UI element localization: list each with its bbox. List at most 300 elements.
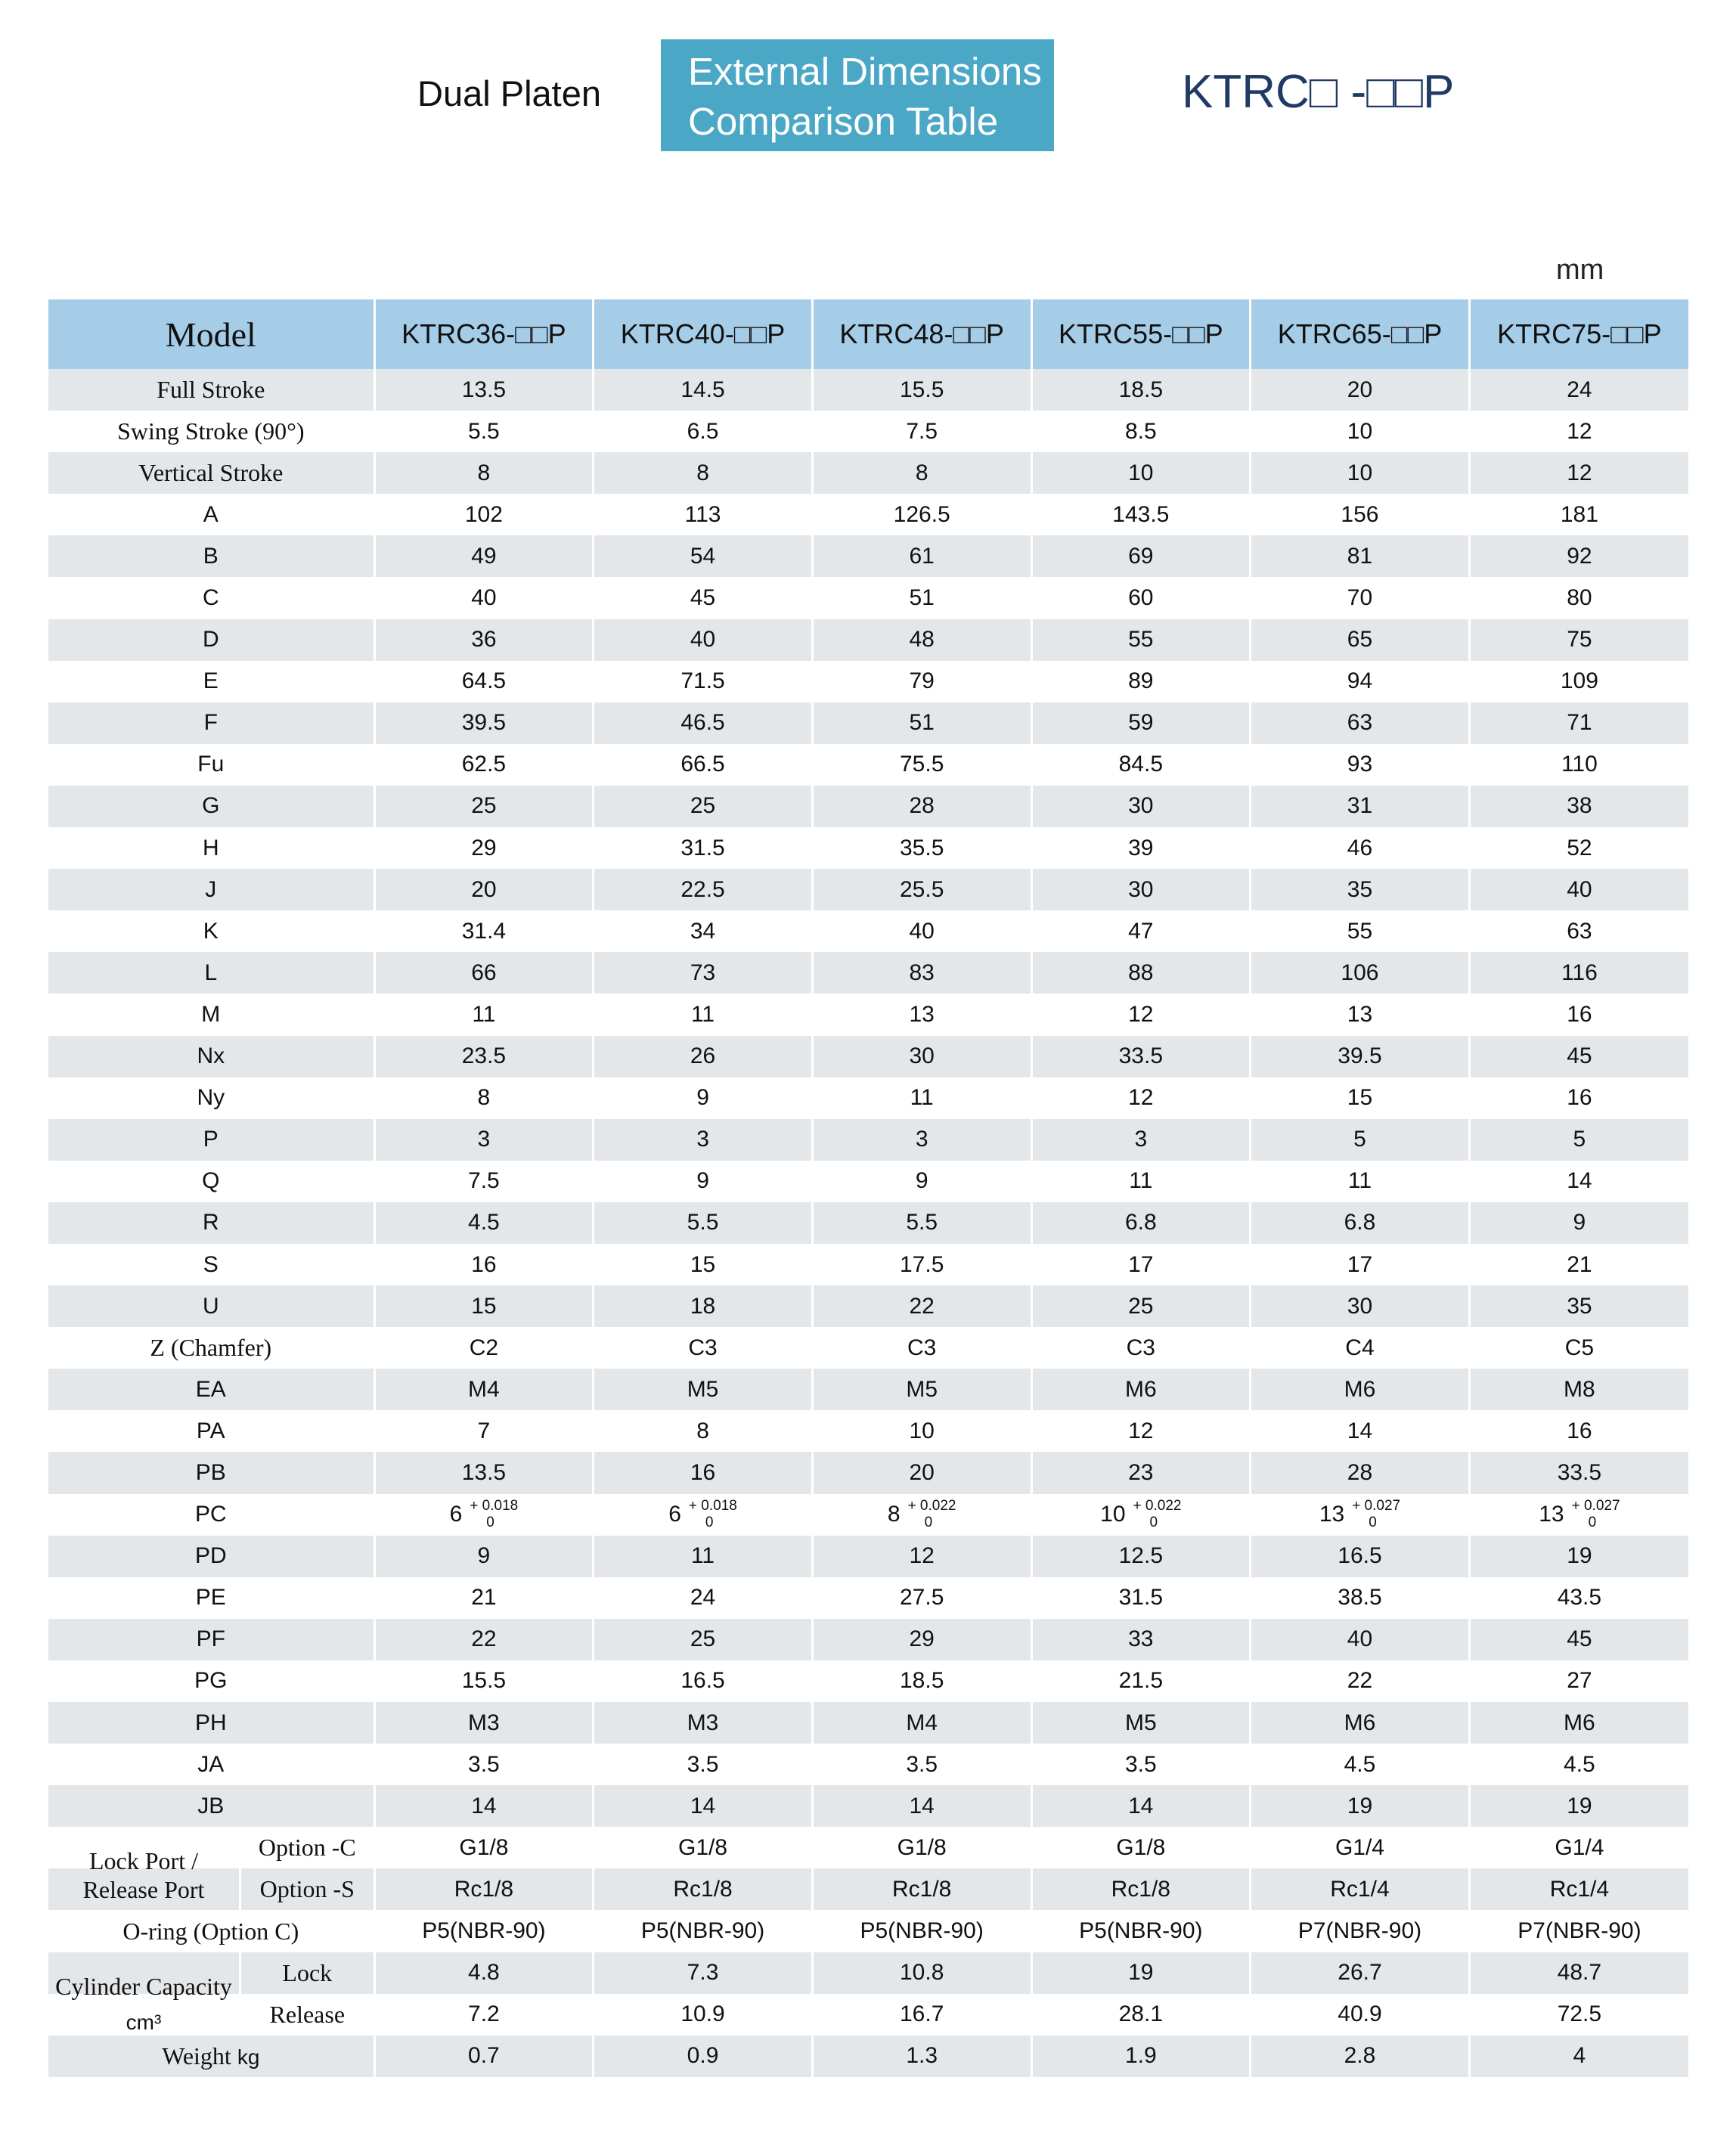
table-cell: C5: [1469, 1327, 1688, 1369]
table-cell: G1/8: [812, 1827, 1031, 1868]
table-cell: 30: [1031, 786, 1251, 827]
table-cell: 29: [812, 1619, 1031, 1660]
table-cell: 28: [1251, 1452, 1470, 1493]
table-cell: 40: [374, 577, 594, 619]
table-cell: Rc1/8: [374, 1868, 594, 1910]
sub-label: Release: [239, 1994, 374, 2035]
row-label: F: [48, 702, 374, 744]
tolerance-cell: [812, 1494, 1031, 1536]
table-cell: 14: [1469, 1161, 1688, 1202]
header-title-line2: Comparison Table: [688, 100, 999, 143]
table-cell: 12: [812, 1536, 1031, 1577]
row-label: PC: [48, 1494, 374, 1536]
table-cell: 15: [594, 1244, 813, 1285]
table-cell: 62.5: [374, 744, 594, 786]
table-cell: M6: [1031, 1369, 1251, 1410]
group-label: [48, 1952, 239, 2034]
dimensions-table: [48, 299, 1688, 2077]
tolerance-base: 13: [1539, 1502, 1564, 1527]
table-cell: 40: [1251, 1619, 1470, 1660]
table-cell: M5: [812, 1369, 1031, 1410]
table-cell: 45: [1469, 1619, 1688, 1660]
table-cell: 5.5: [812, 1202, 1031, 1244]
table-cell: 21: [1469, 1244, 1688, 1285]
tolerance-range: [1352, 1498, 1400, 1531]
table-cell: 4.5: [1469, 1744, 1688, 1785]
table-cell: 14: [374, 1785, 594, 1827]
table-cell: 45: [594, 577, 813, 619]
table-cell: 47: [1031, 910, 1251, 952]
tolerance-range: [470, 1498, 518, 1531]
table-cell: 9: [594, 1161, 813, 1202]
table-cell: M4: [812, 1702, 1031, 1744]
row-label: PB: [48, 1452, 374, 1493]
column-header: KTRC75-□□P: [1469, 299, 1688, 369]
header-title-line1: External Dimensions: [688, 50, 1042, 93]
table-cell: 16: [1469, 1077, 1688, 1119]
table-cell: 19: [1469, 1785, 1688, 1827]
table-row: [48, 1910, 1688, 1952]
group-label: [48, 1827, 239, 1904]
table-cell: 3: [374, 1119, 594, 1161]
table-cell: 22: [374, 1619, 594, 1660]
table-row: [48, 1452, 1688, 1493]
table-cell: Rc1/4: [1251, 1868, 1470, 1910]
table-cell: 51: [812, 702, 1031, 744]
row-label: Ny: [48, 1077, 374, 1119]
table-cell: 39: [1031, 827, 1251, 869]
table-cell: 84.5: [1031, 744, 1251, 786]
table-cell: 34: [594, 910, 813, 952]
table-cell: 31.5: [594, 827, 813, 869]
table-cell: M6: [1251, 1369, 1470, 1410]
table-cell: 8: [594, 1410, 813, 1452]
row-label: B: [48, 535, 374, 577]
table-cell: 1.9: [1031, 2035, 1251, 2077]
tolerance-lower: 0: [705, 1515, 714, 1531]
table-cell: 10: [1251, 411, 1470, 452]
table-cell: 14: [594, 1785, 813, 1827]
table-cell: 18.5: [1031, 369, 1251, 411]
table-cell: 10: [1251, 452, 1470, 494]
table-cell: Rc1/4: [1469, 1868, 1688, 1910]
table-cell: 10: [812, 1410, 1031, 1452]
row-label-group: [48, 1868, 374, 1910]
row-label: PG: [48, 1660, 374, 1702]
table-cell: 4: [1469, 2035, 1688, 2077]
table-cell: P5(NBR-90): [1031, 1910, 1251, 1952]
table-cell: G1/4: [1251, 1827, 1470, 1868]
table-row: [48, 535, 1688, 577]
table-cell: 12: [1469, 452, 1688, 494]
table-cell: 22: [812, 1285, 1031, 1327]
table-cell: 92: [1469, 535, 1688, 577]
table-row: [48, 869, 1688, 910]
table-cell: 3.5: [374, 1744, 594, 1785]
tolerance-upper: + 0.027: [1352, 1498, 1401, 1515]
table-cell: 60: [1031, 577, 1251, 619]
group-label-line1: Cylinder Capacity: [55, 1972, 232, 2000]
table-row: [48, 1119, 1688, 1161]
column-header: KTRC55-□□P: [1031, 299, 1251, 369]
group-label: [48, 1994, 239, 2035]
table-cell: 20: [1251, 369, 1470, 411]
table-cell: 5.5: [374, 411, 594, 452]
table-cell: M5: [594, 1369, 813, 1410]
row-label: S: [48, 1244, 374, 1285]
table-cell: 48.7: [1469, 1952, 1688, 1994]
table-cell: 18.5: [812, 1660, 1031, 1702]
table-cell: 16: [374, 1244, 594, 1285]
table-cell: 33: [1031, 1619, 1251, 1660]
table-cell: 27: [1469, 1660, 1688, 1702]
table-row: [48, 452, 1688, 494]
table-cell: 20: [812, 1452, 1031, 1493]
table-cell: 3: [1031, 1119, 1251, 1161]
table-cell: 8: [594, 452, 813, 494]
table-cell: M3: [374, 1702, 594, 1744]
table-cell: 35: [1251, 869, 1470, 910]
table-cell: 40: [594, 619, 813, 661]
table-row: [48, 1785, 1688, 1827]
table-row: [48, 1244, 1688, 1285]
row-label: J: [48, 869, 374, 910]
table-cell: 8: [812, 452, 1031, 494]
row-label: K: [48, 910, 374, 952]
table-cell: 31.4: [374, 910, 594, 952]
table-cell: Rc1/8: [812, 1868, 1031, 1910]
table-cell: 126.5: [812, 494, 1031, 535]
sub-label: Lock: [239, 1952, 374, 1994]
table-cell: 40: [812, 910, 1031, 952]
table-cell: 9: [374, 1536, 594, 1577]
table-row: [48, 1994, 1688, 2035]
table-cell: C3: [594, 1327, 813, 1369]
tolerance-lower: 0: [1369, 1515, 1377, 1531]
table-cell: 16: [1469, 1410, 1688, 1452]
table-cell: 72.5: [1469, 1994, 1688, 2035]
table-row: [48, 1285, 1688, 1327]
table-row: [48, 1744, 1688, 1785]
table-row: [48, 1494, 1688, 1536]
table-cell: 30: [812, 1036, 1031, 1077]
table-cell: 38.5: [1251, 1577, 1470, 1619]
table-row: [48, 1327, 1688, 1369]
table-cell: 25: [594, 786, 813, 827]
table-cell: 19: [1251, 1785, 1470, 1827]
table-row: [48, 1036, 1688, 1077]
tolerance-range: [1572, 1498, 1620, 1531]
row-label: PE: [48, 1577, 374, 1619]
table-cell: 11: [1031, 1161, 1251, 1202]
table-cell: 69: [1031, 535, 1251, 577]
table-cell: 3.5: [1031, 1744, 1251, 1785]
table-cell: 21: [374, 1577, 594, 1619]
table-cell: 46: [1251, 827, 1470, 869]
table-cell: 12: [1031, 994, 1251, 1035]
table-row: [48, 910, 1688, 952]
weight-unit: kg: [237, 2045, 260, 2069]
row-label: Full Stroke: [48, 369, 374, 411]
table-cell: 75: [1469, 619, 1688, 661]
table-cell: 4.8: [374, 1952, 594, 1994]
table-cell: 55: [1031, 619, 1251, 661]
table-cell: 33.5: [1469, 1452, 1688, 1493]
table-cell: 6.8: [1031, 1202, 1251, 1244]
table-cell: 5: [1469, 1119, 1688, 1161]
table-cell: 11: [812, 1077, 1031, 1119]
table-cell: 20: [374, 869, 594, 910]
table-row: [48, 1536, 1688, 1577]
table-cell: 24: [594, 1577, 813, 1619]
table-cell: P7(NBR-90): [1251, 1910, 1470, 1952]
table-cell: 18: [594, 1285, 813, 1327]
tolerance-base: 8: [887, 1502, 901, 1527]
table-cell: 24: [1469, 369, 1688, 411]
table-row: [48, 1369, 1688, 1410]
table-cell: P7(NBR-90): [1469, 1910, 1688, 1952]
table-cell: 6.5: [594, 411, 813, 452]
tolerance-cell: [1251, 1494, 1470, 1536]
table-cell: 15.5: [374, 1660, 594, 1702]
table-cell: 156: [1251, 494, 1470, 535]
table-row: [48, 1619, 1688, 1660]
table-cell: 16.5: [1251, 1536, 1470, 1577]
table-cell: 81: [1251, 535, 1470, 577]
table-cell: 80: [1469, 577, 1688, 619]
table-row: [48, 2035, 1688, 2077]
tolerance-cell: [594, 1494, 813, 1536]
table-cell: 15: [1251, 1077, 1470, 1119]
table-row: [48, 619, 1688, 661]
table-cell: C2: [374, 1327, 594, 1369]
table-cell: 73: [594, 952, 813, 994]
table-cell: 13.5: [374, 369, 594, 411]
table-cell: 3: [812, 1119, 1031, 1161]
row-label: Z (Chamfer): [48, 1327, 374, 1369]
table-row: [48, 1868, 1688, 1910]
table-cell: M6: [1469, 1702, 1688, 1744]
table-cell: 12: [1031, 1077, 1251, 1119]
table-cell: 11: [594, 1536, 813, 1577]
table-cell: 14.5: [594, 369, 813, 411]
table-cell: 55: [1251, 910, 1470, 952]
tolerance-base: 13: [1319, 1502, 1345, 1527]
table-cell: 14: [812, 1785, 1031, 1827]
table-cell: 13.5: [374, 1452, 594, 1493]
table-cell: 38: [1469, 786, 1688, 827]
table-cell: 8: [374, 1077, 594, 1119]
row-label: R: [48, 1202, 374, 1244]
table-cell: M8: [1469, 1369, 1688, 1410]
table-cell: 22: [1251, 1660, 1470, 1702]
table-cell: 83: [812, 952, 1031, 994]
table-cell: 94: [1251, 661, 1470, 702]
table-cell: 10: [1031, 452, 1251, 494]
table-row: [48, 411, 1688, 452]
tolerance-upper: + 0.022: [1133, 1498, 1182, 1515]
table-row: [48, 1827, 1688, 1868]
table-cell: 116: [1469, 952, 1688, 994]
table-cell: 26: [594, 1036, 813, 1077]
table-cell: 17: [1031, 1244, 1251, 1285]
row-label: Swing Stroke (90°): [48, 411, 374, 452]
row-label: PH: [48, 1702, 374, 1744]
table-cell: C3: [1031, 1327, 1251, 1369]
table-row: [48, 786, 1688, 827]
table-row: [48, 744, 1688, 786]
table-cell: Rc1/8: [1031, 1868, 1251, 1910]
row-label: E: [48, 661, 374, 702]
table-cell: M4: [374, 1369, 594, 1410]
table-cell: 64.5: [374, 661, 594, 702]
row-label: L: [48, 952, 374, 994]
row-label: Vertical Stroke: [48, 452, 374, 494]
column-header: KTRC48-□□P: [812, 299, 1031, 369]
table-cell: 79: [812, 661, 1031, 702]
row-label: Fu: [48, 744, 374, 786]
table-row: [48, 1702, 1688, 1744]
tolerance-cell: [1469, 1494, 1688, 1536]
table-row: [48, 1077, 1688, 1119]
table-cell: 7.3: [594, 1952, 813, 1994]
tolerance-cell: [374, 1494, 594, 1536]
table-cell: 52: [1469, 827, 1688, 869]
row-label: A: [48, 494, 374, 535]
table-cell: G1/8: [594, 1827, 813, 1868]
table-cell: G1/8: [374, 1827, 594, 1868]
table-cell: 43.5: [1469, 1577, 1688, 1619]
table-cell: 63: [1469, 910, 1688, 952]
table-cell: 17: [1251, 1244, 1470, 1285]
table-cell: 113: [594, 494, 813, 535]
table-cell: 11: [594, 994, 813, 1035]
tolerance-lower: 0: [1149, 1515, 1158, 1531]
table-cell: 51: [812, 577, 1031, 619]
tolerance-lower: 0: [1588, 1515, 1597, 1531]
tolerance-upper: + 0.018: [688, 1498, 737, 1515]
tolerance-upper: + 0.027: [1571, 1498, 1620, 1515]
table-cell: M5: [1031, 1702, 1251, 1744]
table-cell: 48: [812, 619, 1031, 661]
table-body: [48, 369, 1688, 2077]
header-series: KTRC□ -□□P: [1182, 66, 1455, 118]
table-cell: 8: [374, 452, 594, 494]
table-row: [48, 661, 1688, 702]
table-cell: 63: [1251, 702, 1470, 744]
table-cell: 21.5: [1031, 1660, 1251, 1702]
table-cell: 39.5: [374, 702, 594, 744]
table-row: [48, 1660, 1688, 1702]
table-row: [48, 577, 1688, 619]
row-label: PD: [48, 1536, 374, 1577]
table-cell: 89: [1031, 661, 1251, 702]
table-cell: 29: [374, 827, 594, 869]
table-row: [48, 952, 1688, 994]
table-cell: 45: [1469, 1036, 1688, 1077]
table-cell: 12.5: [1031, 1536, 1251, 1577]
row-label: M: [48, 994, 374, 1035]
table-cell: 102: [374, 494, 594, 535]
table-cell: 25: [1031, 1285, 1251, 1327]
table-cell: 30: [1031, 869, 1251, 910]
table-cell: 25: [594, 1619, 813, 1660]
table-cell: 10.9: [594, 1994, 813, 2035]
table-cell: 15.5: [812, 369, 1031, 411]
tolerance-lower: 0: [486, 1515, 494, 1531]
tolerance-range: [908, 1498, 956, 1531]
table-cell: 23.5: [374, 1036, 594, 1077]
row-label: JB: [48, 1785, 374, 1827]
table-cell: 61: [812, 535, 1031, 577]
tolerance-base: 6: [668, 1502, 681, 1527]
table-cell: 49: [374, 535, 594, 577]
table-cell: 23: [1031, 1452, 1251, 1493]
table-cell: 3: [594, 1119, 813, 1161]
table-cell: 88: [1031, 952, 1251, 994]
table-cell: 7.2: [374, 1994, 594, 2035]
table-row: [48, 494, 1688, 535]
table-cell: 13: [812, 994, 1031, 1035]
table-cell: 35.5: [812, 827, 1031, 869]
table-cell: C3: [812, 1327, 1031, 1369]
table-cell: 11: [374, 994, 594, 1035]
row-label: G: [48, 786, 374, 827]
table-cell: 28.1: [1031, 1994, 1251, 2035]
table-cell: 54: [594, 535, 813, 577]
table-cell: 181: [1469, 494, 1688, 535]
table-cell: 14: [1031, 1785, 1251, 1827]
row-label: EA: [48, 1369, 374, 1410]
table-cell: 3.5: [812, 1744, 1031, 1785]
table-cell: 40: [1469, 869, 1688, 910]
table-row: [48, 1410, 1688, 1452]
header-title-box: [661, 39, 1054, 151]
table-cell: 7: [374, 1410, 594, 1452]
table-row: [48, 369, 1688, 411]
table-cell: 16: [594, 1452, 813, 1493]
table-cell: 143.5: [1031, 494, 1251, 535]
table-cell: 35: [1469, 1285, 1688, 1327]
tolerance-lower: 0: [924, 1515, 933, 1531]
table-cell: 13: [1251, 994, 1470, 1035]
table-cell: G1/8: [1031, 1827, 1251, 1868]
row-label: O-ring (Option C): [48, 1910, 374, 1952]
row-label: JA: [48, 1744, 374, 1785]
row-label: Nx: [48, 1036, 374, 1077]
tolerance-upper: + 0.022: [907, 1498, 956, 1515]
table-row: [48, 827, 1688, 869]
table-cell: 40.9: [1251, 1994, 1470, 2035]
row-label-split: [48, 1994, 374, 2035]
column-header: KTRC40-□□P: [594, 299, 813, 369]
table-cell: 46.5: [594, 702, 813, 744]
table-cell: P5(NBR-90): [594, 1910, 813, 1952]
sub-label: Option -S: [239, 1868, 374, 1910]
table-cell: 33.5: [1031, 1036, 1251, 1077]
table-row: [48, 702, 1688, 744]
table-cell: 4.5: [1251, 1744, 1470, 1785]
column-header-model: Model: [48, 299, 374, 369]
tolerance-range: [689, 1498, 737, 1531]
row-label: D: [48, 619, 374, 661]
table-cell: 0.7: [374, 2035, 594, 2077]
table-cell: 71: [1469, 702, 1688, 744]
table-cell: 7.5: [374, 1161, 594, 1202]
table-cell: M6: [1251, 1702, 1470, 1744]
table-cell: 93: [1251, 744, 1470, 786]
unit-label: mm: [1556, 254, 1604, 286]
